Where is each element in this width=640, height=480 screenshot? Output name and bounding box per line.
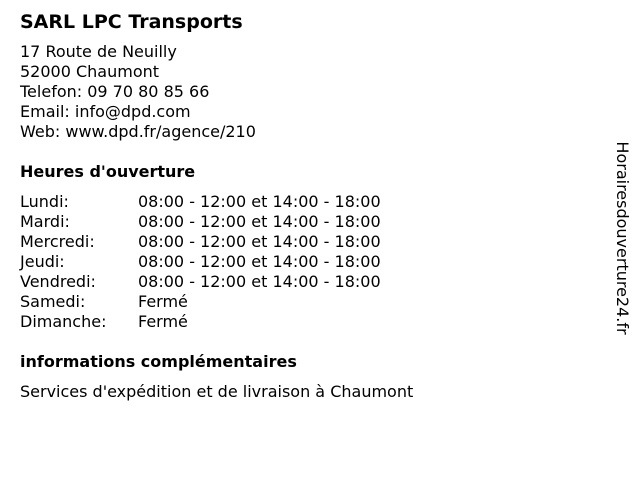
hours-time-value: 08:00 - 12:00 et 14:00 - 18:00 [138,212,381,231]
website-address: Web: www.dpd.fr/agence/210 [20,122,256,141]
hours-time-value: 08:00 - 12:00 et 14:00 - 18:00 [138,272,381,291]
additional-info-heading: informations complémentaires [20,352,297,371]
contact-block [20,42,600,142]
hours-row-friday [20,272,600,292]
hours-row-wednesday [20,232,600,252]
hours-time-value: Fermé [138,292,188,311]
business-name: SARL LPC Transports [20,11,243,33]
hours-day-label: Mercredi: [20,232,95,251]
hours-time-value: Fermé [138,312,188,331]
hours-time-value: 08:00 - 12:00 et 14:00 - 18:00 [138,252,381,271]
email-address: Email: info@dpd.com [20,102,191,121]
opening-hours-heading: Heures d'ouverture [20,162,196,181]
hours-row-tuesday [20,212,600,232]
hours-time-value: 08:00 - 12:00 et 14:00 - 18:00 [138,232,381,251]
phone-number: Telefon: 09 70 80 85 66 [20,82,210,101]
hours-day-label: Lundi: [20,192,69,211]
hours-day-label: Samedi: [20,292,86,311]
brand-watermark: Horairesdouverture24.fr [613,141,632,335]
hours-row-saturday [20,292,600,312]
hours-row-sunday [20,312,600,332]
address-street: 17 Route de Neuilly [20,42,177,61]
hours-time-value: 08:00 - 12:00 et 14:00 - 18:00 [138,192,381,211]
hours-day-label: Jeudi: [20,252,65,271]
business-card [20,10,600,402]
hours-day-label: Dimanche: [20,312,107,331]
hours-row-monday [20,192,600,212]
opening-hours-table [20,192,600,332]
hours-day-label: Vendredi: [20,272,96,291]
hours-row-thursday [20,252,600,272]
address-city: 52000 Chaumont [20,62,160,81]
hours-day-label: Mardi: [20,212,70,231]
additional-info-text: Services d'expédition et de livraison à Chaumont [20,382,414,401]
